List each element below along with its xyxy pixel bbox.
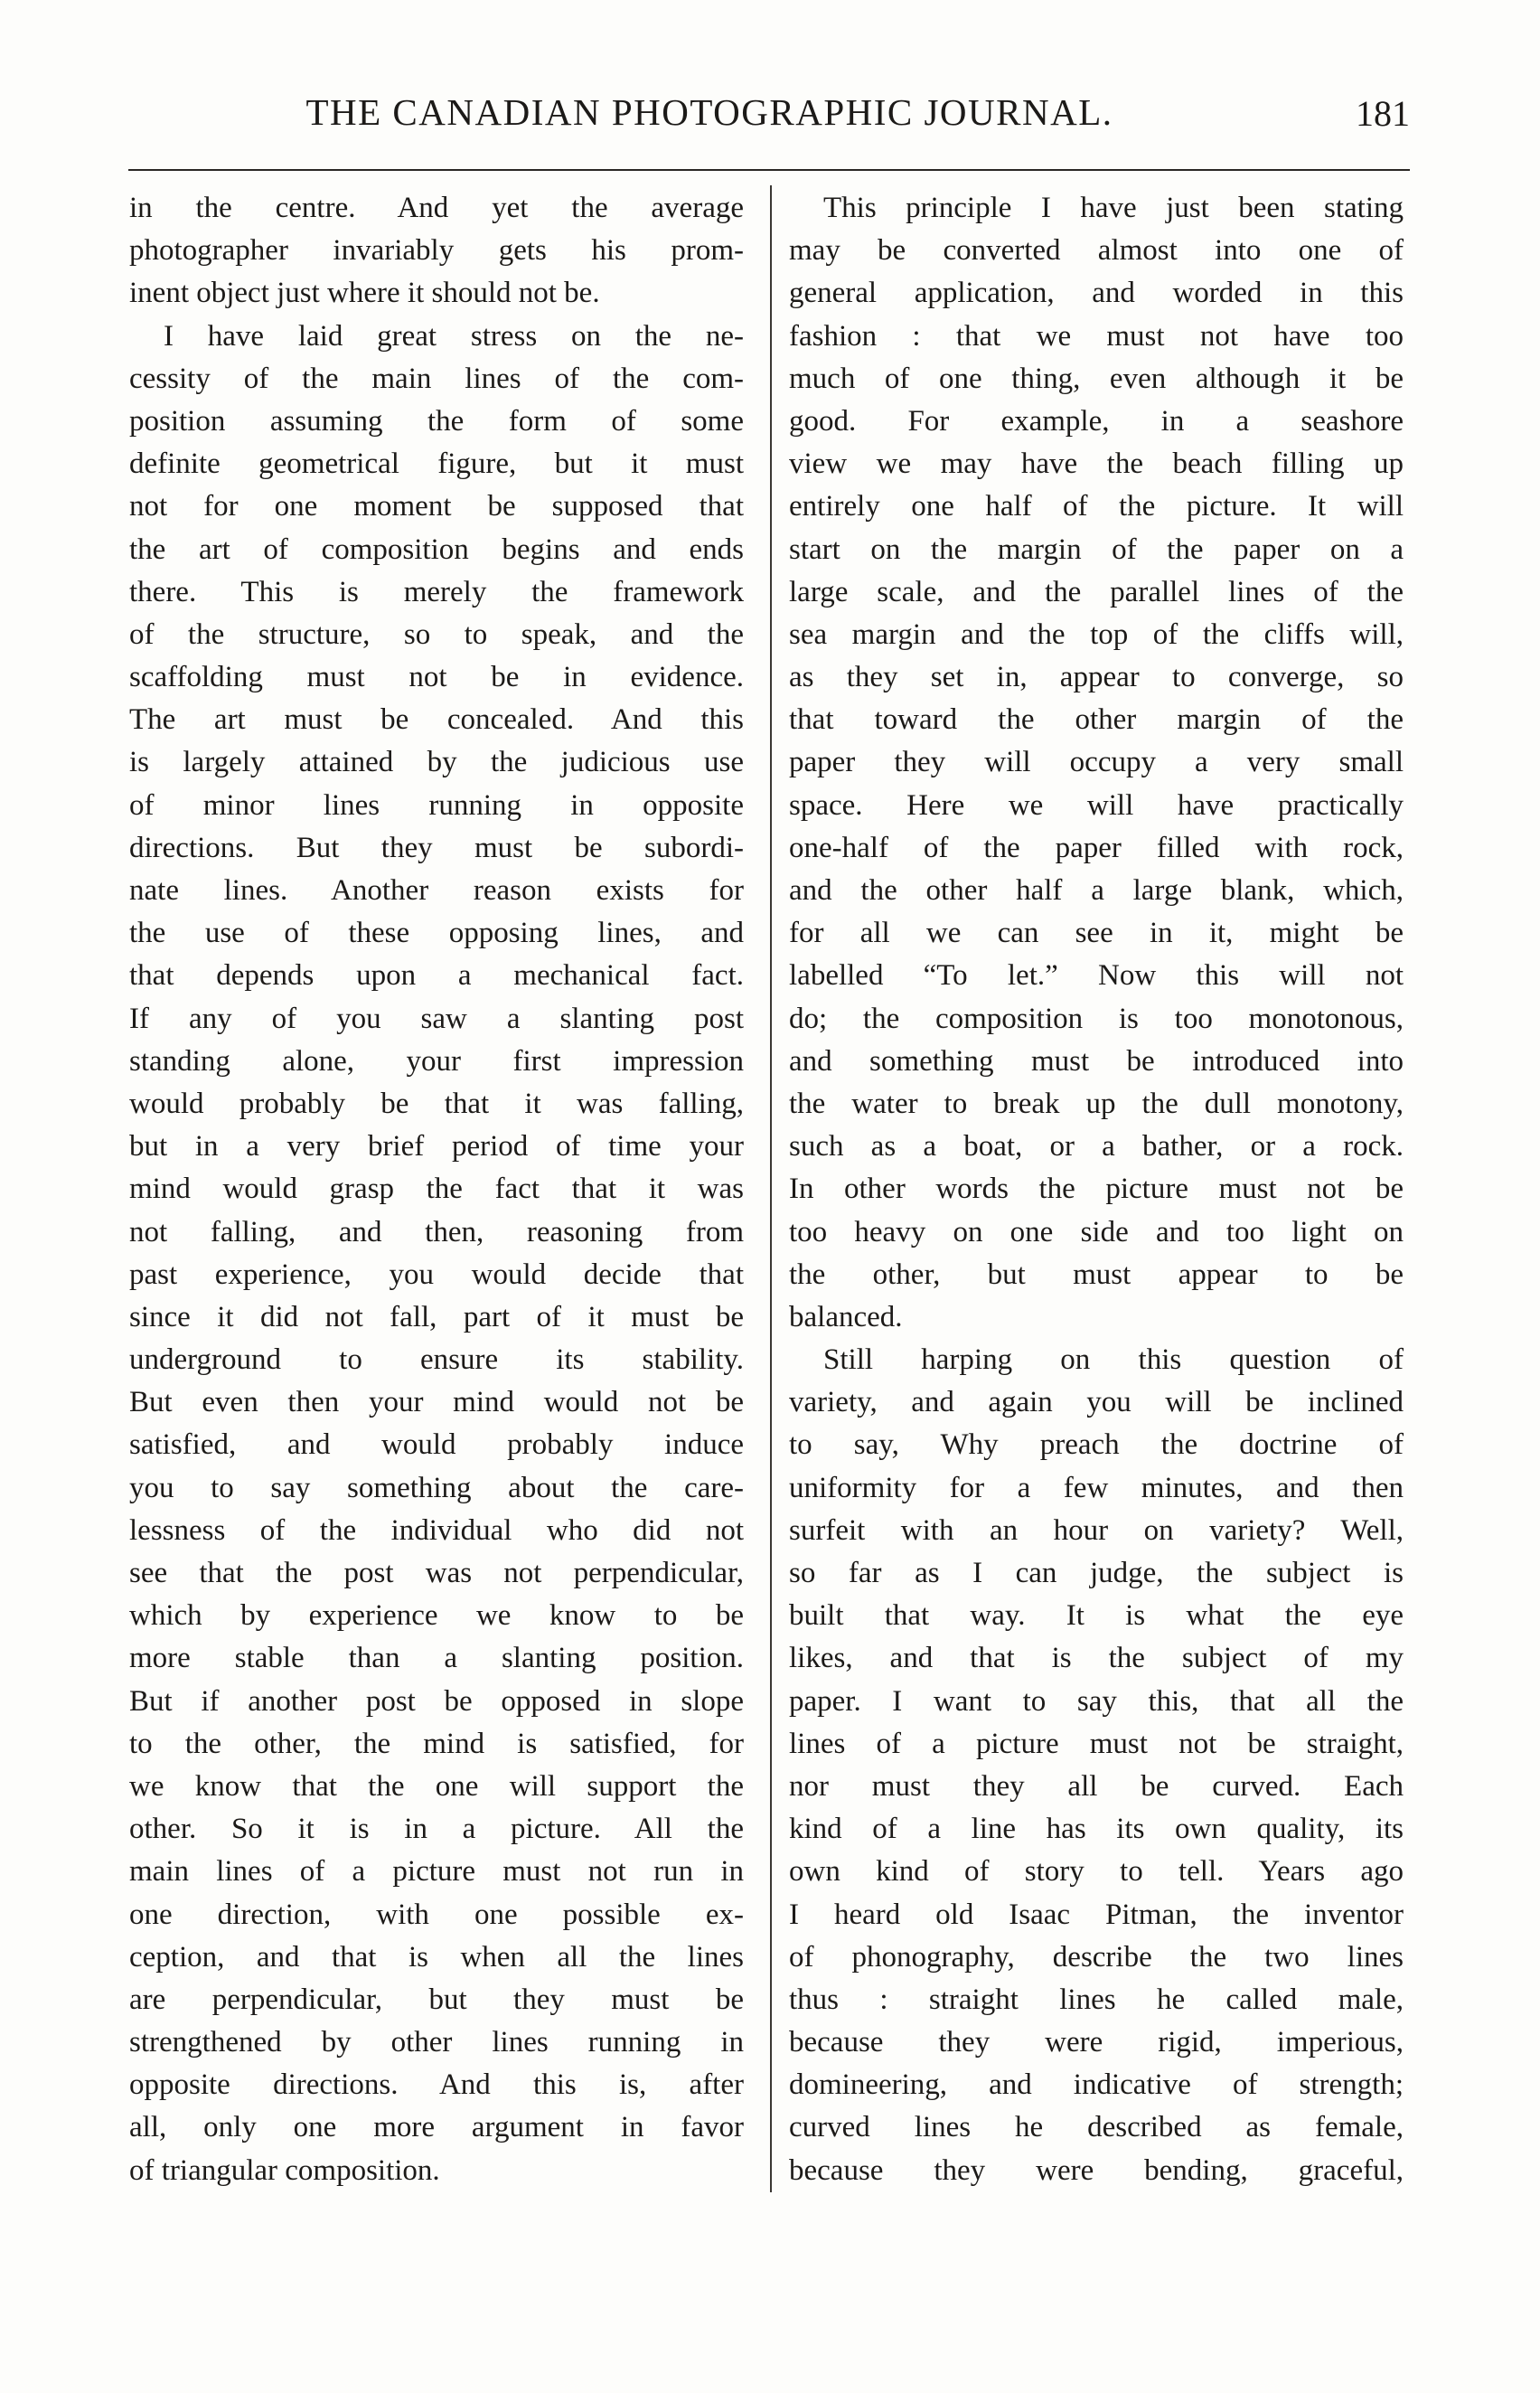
text-line: such as a boat, or a bather, or a rock. — [789, 1130, 1404, 1164]
text-line: the water to break up the dull monotony, — [789, 1087, 1404, 1120]
text-line: In other words the picture must not be — [789, 1173, 1404, 1206]
text-line: But if another post be opposed in slope — [129, 1684, 744, 1718]
header-rule — [128, 169, 1410, 171]
text-line: to say, Why preach the doctrine of — [789, 1428, 1404, 1462]
text-line: definite geometrical figure, but it must — [129, 448, 744, 481]
text-line: there. This is merely the framework — [129, 575, 744, 608]
text-line: see that the post was not perpendicular, — [129, 1557, 744, 1589]
text-line: Still harping on this question of — [823, 1343, 1404, 1377]
text-line: surfeit with an hour on variety? Well, — [789, 1513, 1404, 1547]
text-line: may be converted almost into one of — [789, 234, 1404, 268]
text-line: lessness of the individual who did not — [129, 1513, 744, 1547]
text-line: inent object just where it should not be. — [129, 277, 600, 310]
text-line: space. Here we will have practically — [789, 788, 1404, 822]
text-line: and something must be introduced into — [789, 1044, 1404, 1078]
text-line: mind would grasp the fact that it was — [129, 1173, 744, 1206]
text-line: one-half of the paper filled with rock, — [789, 831, 1404, 864]
text-line: of triangular composition. — [129, 2153, 440, 2187]
text-line: as they set in, appear to converge, so — [789, 661, 1404, 694]
text-line: which by experience we know to be — [129, 1599, 744, 1633]
text-line: main lines of a picture must not run in — [129, 1855, 744, 1889]
text-line: to the other, the mind is satisfied, for — [129, 1727, 744, 1760]
text-line: underground to ensure its stability. — [129, 1343, 744, 1377]
text-line: start on the margin of the paper on a — [789, 532, 1404, 566]
text-line: not for one moment be supposed that — [129, 490, 744, 523]
text-line: because they were rigid, imperious, — [789, 2026, 1404, 2059]
text-line: kind of a line has its own quality, its — [789, 1813, 1404, 1846]
text-line: in the centre. And yet the average — [129, 192, 744, 224]
text-line: This principle I have just been stating — [823, 192, 1404, 224]
text-line: photographer invariably gets his prom- — [129, 234, 744, 268]
text-line: curved lines he described as female, — [789, 2111, 1404, 2144]
text-line: strengthened by other lines running in — [129, 2026, 744, 2059]
text-line: balanced. — [789, 1300, 903, 1333]
text-line: paper they will occupy a very small — [789, 746, 1404, 779]
text-line: for all we can see in it, might be — [789, 917, 1404, 950]
text-line: all, only one more argument in favor — [129, 2111, 744, 2144]
text-line: entirely one half of the picture. It will — [789, 490, 1404, 523]
text-line: past experience, you would decide that — [129, 1258, 744, 1291]
left-column — [129, 187, 744, 2192]
right-column — [789, 187, 1404, 2192]
text-line: variety, and again you will be inclined — [789, 1386, 1404, 1419]
text-line: much of one thing, even although it be — [789, 362, 1404, 395]
text-line: is largely attained by the judicious use — [129, 746, 744, 779]
column-divider — [770, 185, 772, 2192]
text-line: uniformity for a few minutes, and then — [789, 1471, 1404, 1504]
text-line: of the structure, so to speak, and the — [129, 617, 744, 651]
text-line: general application, and worded in this — [789, 277, 1404, 310]
text-line: cessity of the main lines of the com- — [129, 362, 744, 395]
text-line: nor must they all be curved. Each — [789, 1769, 1404, 1803]
text-line: standing alone, your first impression — [129, 1044, 744, 1078]
text-line: that toward the other margin of the — [789, 703, 1404, 737]
text-line: and the other half a large blank, which, — [789, 874, 1404, 907]
running-head: THE CANADIAN PHOTOGRAPHIC JOURNAL. — [305, 91, 1113, 133]
text-line: the use of these opposing lines, and — [129, 917, 744, 950]
text-line: of phonography, describe the two lines — [789, 1940, 1404, 1974]
text-line: but in a very brief period of time your — [129, 1130, 744, 1164]
text-line: The art must be concealed. And this — [129, 703, 744, 737]
text-line: opposite directions. And this is, after — [129, 2068, 744, 2102]
page-header — [0, 90, 1540, 145]
text-line: nate lines. Another reason exists for — [129, 874, 744, 907]
text-line: too heavy on one side and too light on — [789, 1215, 1404, 1248]
text-line: I heard old Isaac Pitman, the inventor — [789, 1898, 1404, 1931]
text-line: do; the composition is too monotonous, — [789, 1002, 1404, 1035]
text-line: satisfied, and would probably induce — [129, 1428, 744, 1462]
text-line: paper. I want to say this, that all the — [789, 1684, 1404, 1718]
text-line: would probably be that it was falling, — [129, 1087, 744, 1120]
text-line: built that way. It is what the eye — [789, 1599, 1404, 1633]
text-line: of minor lines running in opposite — [129, 788, 744, 822]
text-line: that depends upon a mechanical fact. — [129, 959, 744, 993]
text-line: domineering, and indicative of strength; — [789, 2068, 1404, 2102]
text-line: not falling, and then, reasoning from — [129, 1215, 744, 1248]
text-line: I have laid great stress on the ne- — [164, 319, 744, 353]
text-line: fashion : that we must not have too — [789, 319, 1404, 353]
text-line: large scale, and the parallel lines of the — [789, 575, 1404, 608]
page-number: 181 — [1356, 93, 1410, 134]
text-line: view we may have the beach filling up — [789, 448, 1404, 481]
text-line: sea margin and the top of the cliffs will, — [789, 617, 1404, 651]
text-line: thus : straight lines he called male, — [789, 1983, 1404, 2016]
text-line: other. So it is in a picture. All the — [129, 1813, 744, 1846]
text-line: the art of composition begins and ends — [129, 532, 744, 566]
text-line: position assuming the form of some — [129, 404, 744, 438]
text-line: we know that the one will support the — [129, 1769, 744, 1803]
text-line: ception, and that is when all the lines — [129, 1940, 744, 1974]
text-line: own kind of story to tell. Years ago — [789, 1855, 1404, 1889]
text-line: the other, but must appear to be — [789, 1258, 1404, 1291]
text-line: directions. But they must be subordi- — [129, 831, 744, 864]
text-line: because they were bending, graceful, — [789, 2153, 1404, 2187]
text-line: labelled “To let.” Now this will not — [789, 959, 1404, 993]
text-line: one direction, with one possible ex- — [129, 1898, 744, 1931]
text-line: you to say something about the care- — [129, 1471, 744, 1504]
text-line: scaffolding must not be in evidence. — [129, 661, 744, 694]
text-line: so far as I can judge, the subject is — [789, 1557, 1404, 1589]
text-line: If any of you saw a slanting post — [129, 1002, 744, 1035]
text-line: good. For example, in a seashore — [789, 404, 1404, 438]
text-line: since it did not fall, part of it must be — [129, 1300, 744, 1333]
text-line: lines of a picture must not be straight, — [789, 1727, 1404, 1760]
text-line: likes, and that is the subject of my — [789, 1642, 1404, 1675]
text-line: more stable than a slanting position. — [129, 1642, 744, 1675]
text-line: But even then your mind would not be — [129, 1386, 744, 1419]
text-line: are perpendicular, but they must be — [129, 1983, 744, 2016]
